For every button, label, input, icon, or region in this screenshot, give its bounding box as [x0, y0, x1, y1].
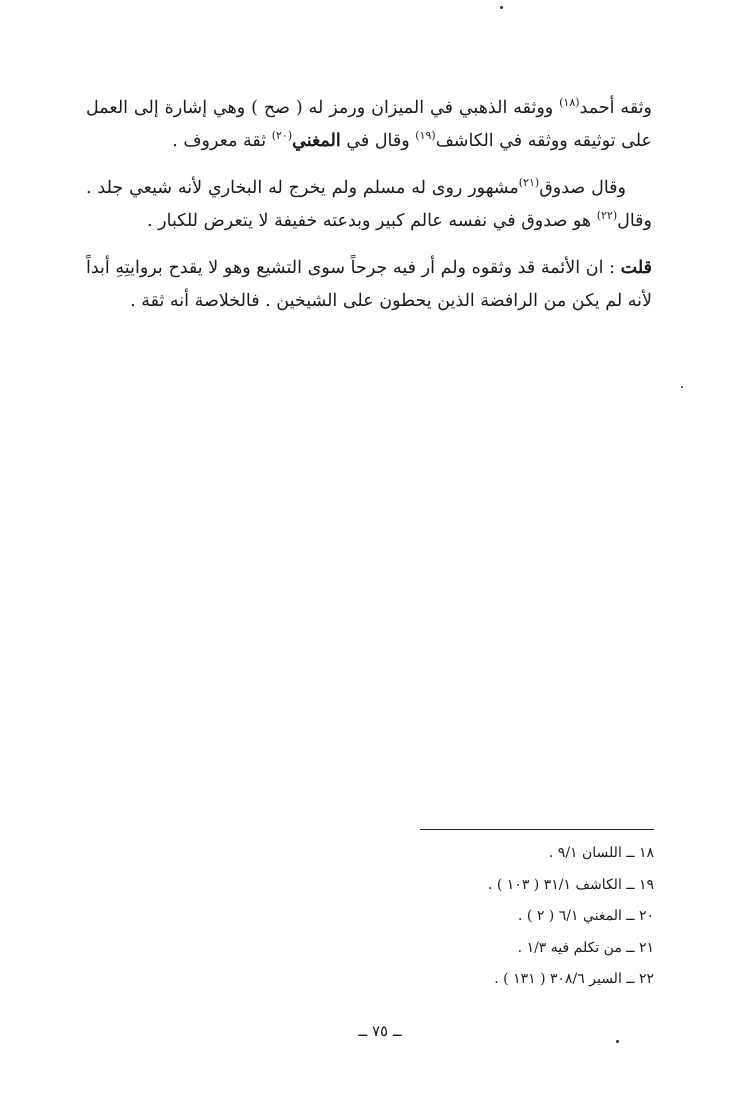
scan-speck [616, 1040, 619, 1043]
footnote-divider [420, 829, 654, 830]
text-run: وثقه أحمد [579, 98, 652, 118]
footnote-18: ١٨ ــ اللسان ٩/١ . [548, 845, 654, 861]
text-run: ووثقه الذهبي في الميزان ورمز له ( صح ) وهي إشارة إلى العمل على توثيقه ووثقه في الكاشف [86, 98, 652, 151]
footnote-19: ١٩ ــ الكاشف ٣١/١ ( ١٠٣ ) . [487, 876, 654, 893]
footnote-marker: (٢١) [518, 176, 540, 189]
footnote-marker: (١٩) [415, 129, 436, 142]
paragraph [86, 252, 652, 318]
footnotes [300, 838, 654, 996]
page-number: ــ ٧٥ ــ [358, 1022, 402, 1040]
footnote-marker: (٢٠) [271, 129, 293, 142]
footnote-20: ٢٠ ــ المغني ٦/١ ( ٢ ) . [518, 908, 654, 924]
bold-text: قلت [620, 258, 652, 278]
text-run: وقال في [340, 131, 416, 151]
bold-text: المغني [292, 131, 341, 151]
scan-speck [500, 6, 503, 9]
footnote-marker: (٢٢) [596, 209, 618, 222]
footnote-21: ٢١ ــ من تكلم فيه ١/٣ . [517, 939, 654, 956]
text-run: هو صدوق في نفسه عالم كبير وبدعته خفيفة لا يتعرض للكبار . [147, 211, 597, 231]
text-run: مشهور روى له مسلم ولم يخرج له البخاري لأنه شيعي جلد . وقال [86, 178, 652, 231]
footnote-22: ٢٢ ــ السير ٣٠٨/٦ ( ١٣١ ) . [494, 971, 654, 987]
scan-speck [681, 386, 683, 388]
main-text [86, 92, 652, 332]
text-run: وقال صدوق [539, 178, 626, 198]
footnote-marker: (١٨) [559, 96, 580, 109]
paragraph [86, 92, 652, 158]
text-run: : ان الأئمة قد وثقوه ولم أر فيه جرحاً سوى التشيع وهو لا يقدح بروايتِهِ أبداً لأنه لم يكن من الرافضة الذين يحطون على الشيخين . فالخلاصة أنه ثقة . [86, 258, 652, 311]
paragraph [86, 172, 652, 238]
text-run: ثقة معروف . [172, 131, 272, 151]
